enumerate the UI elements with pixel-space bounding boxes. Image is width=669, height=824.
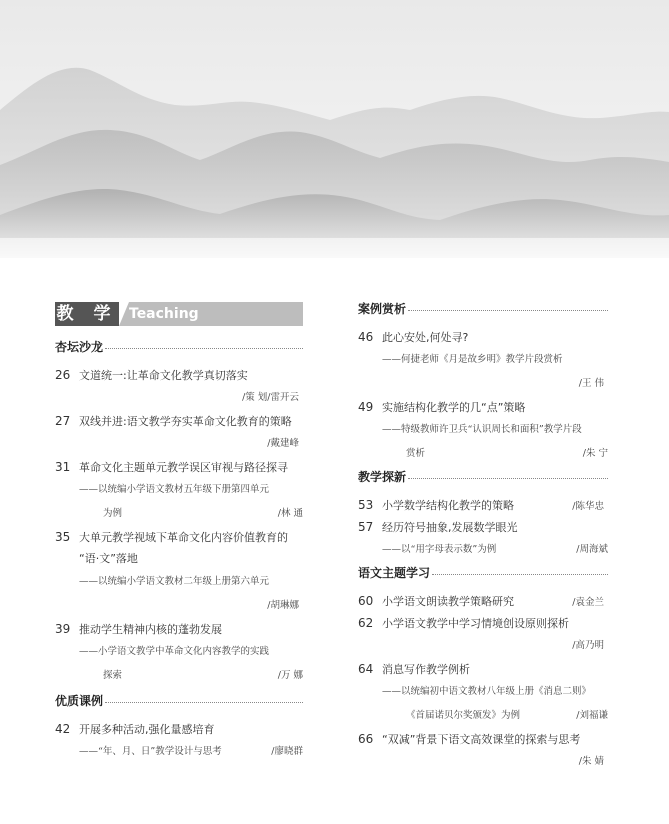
toc-item[interactable] (358, 326, 608, 396)
toc-item[interactable] (55, 718, 303, 764)
article-author: /胡琳娜 (267, 600, 299, 611)
article-author: /林 通 (277, 508, 303, 519)
tag-badge: 教 学 (56, 304, 118, 324)
article-author: /高乃明 (572, 640, 604, 651)
section-header (358, 564, 608, 580)
section-header (55, 338, 303, 354)
article-subtitle-cont: 赏析 /朱 宁 (358, 442, 608, 466)
page-number: 62 (358, 616, 374, 630)
left-column (55, 302, 303, 764)
article-title: 小学数学结构化教学的策略 (382, 499, 514, 512)
section-tag (55, 302, 303, 326)
article-subtitle: ——以统编小学语文教材二年级上册第六单元 (79, 576, 270, 587)
article-author: /策 划/雷开云 (242, 392, 299, 403)
page-number: 35 (55, 530, 71, 544)
article-subtitle-cont: 《首届诺贝尔奖颁发》为例 /刘福谦 (358, 704, 608, 728)
toc-item[interactable] (358, 612, 608, 658)
article-author: /廖晓群 (271, 746, 303, 757)
toc-item[interactable] (55, 526, 303, 618)
article-author: /周海斌 (576, 544, 608, 555)
article-subtitle: ——小学语文教学中革命文化内容教学的实践 (79, 646, 270, 657)
article-subtitle: ——“年、月、日”教学设计与思考 /廖晓群 (55, 740, 303, 764)
article-author: /万 娜 (277, 670, 303, 681)
article-title: 经历符号抽象,发展数学眼光 (382, 521, 518, 534)
article-title: 推动学生精神内核的蓬勃发展 (79, 623, 222, 636)
toc-item[interactable] (55, 410, 303, 456)
page-number: 57 (358, 520, 374, 534)
page-number: 60 (358, 594, 374, 608)
toc-item[interactable] (55, 456, 303, 526)
page-number: 49 (358, 400, 374, 414)
page-number: 66 (358, 732, 374, 746)
article-title: 开展多种活动,强化量感培育 (79, 723, 215, 736)
toc-item[interactable] (358, 590, 608, 612)
article-title: 小学语文教学中学习情境创设原则探析 (382, 617, 569, 630)
page-number: 42 (55, 722, 71, 736)
toc-item[interactable] (358, 494, 608, 516)
article-author: /朱 婧 (578, 756, 604, 767)
article-subtitle: ——以统编初中语文教材八年级上册《消息二则》 (382, 686, 592, 697)
section-header (358, 300, 608, 316)
article-title: 此心安处,何处寻? (382, 331, 469, 344)
article-subtitle: ——以“用字母表示数”为例 /周海斌 (358, 538, 608, 562)
toc-item[interactable] (358, 396, 608, 466)
page-number: 26 (55, 368, 71, 382)
toc-item[interactable] (55, 364, 303, 410)
section-title: 案例赏析 (358, 301, 407, 316)
tag-english: Teaching (129, 306, 199, 322)
article-author: /袁金兰 (572, 597, 604, 608)
page-number: 53 (358, 498, 374, 512)
article-subtitle-cont: 探索 /万 娜 (55, 664, 303, 688)
right-column (358, 300, 608, 774)
article-subtitle: ——何捷老师《月是故乡明》教学片段赏析 (382, 354, 563, 365)
section-header (55, 692, 303, 708)
toc-item[interactable] (358, 658, 608, 728)
article-subtitle: ——以统编小学语文教材五年级下册第四单元 (79, 484, 270, 495)
toc-item[interactable] (358, 516, 608, 562)
page-number: 27 (55, 414, 71, 428)
article-author: /戴建峰 (267, 438, 299, 449)
article-author: /陈华忠 (572, 501, 604, 512)
article-author: /朱 宁 (582, 448, 608, 459)
article-title: 双线并进:语文教学夯实革命文化教育的策略 (79, 415, 292, 428)
article-author: /王 伟 (578, 378, 604, 389)
section-header (358, 468, 608, 484)
article-title-cont: “语·文”落地 (79, 552, 138, 565)
section-title: 教学探新 (358, 469, 407, 484)
article-title: 大单元教学视域下革命文化内容价值教育的 (79, 531, 288, 544)
section-title: 语文主题学习 (358, 565, 431, 580)
article-title: 消息写作教学例析 (382, 663, 470, 676)
article-subtitle: ——特级教师许卫兵“认识周长和面积”教学片段 (382, 424, 582, 435)
mountain-banner (0, 0, 669, 258)
toc-item[interactable] (55, 618, 303, 688)
page-number: 31 (55, 460, 71, 474)
article-title: 实施结构化教学的几“点”策略 (382, 401, 526, 414)
article-title: 革命文化主题单元教学误区审视与路径探寻 (79, 461, 288, 474)
section-title: 优质课例 (55, 693, 104, 708)
article-title: 小学语文朗读教学策略研究 (382, 595, 514, 608)
toc-item[interactable] (358, 728, 608, 774)
page-number: 46 (358, 330, 374, 344)
mountain-landscape-image (0, 0, 669, 258)
article-subtitle-cont: 为例 /林 通 (55, 502, 303, 526)
article-title: 文道统一:让革命文化教学真切落实 (79, 369, 248, 382)
page-number: 64 (358, 662, 374, 676)
page-number: 39 (55, 622, 71, 636)
section-title: 杏坛沙龙 (55, 339, 104, 354)
article-author: /刘福谦 (576, 710, 608, 721)
article-title: “双减”背景下语文高效课堂的探索与思考 (382, 733, 581, 746)
